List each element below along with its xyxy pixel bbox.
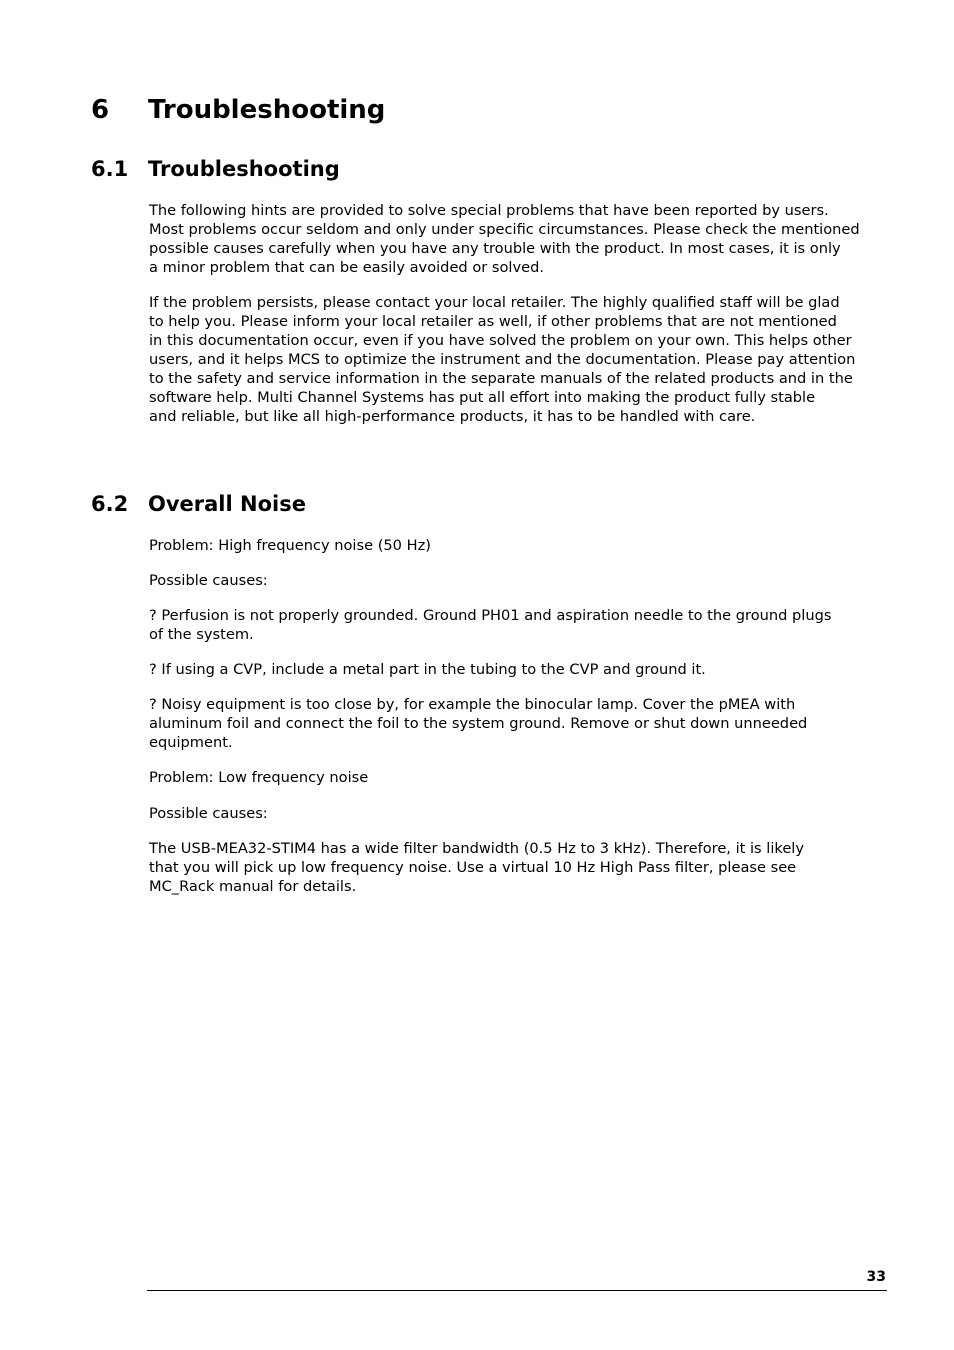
section-title: Troubleshooting xyxy=(148,157,340,181)
paragraph-line: MC_Rack manual for details. xyxy=(149,878,357,895)
paragraph-line: The USB-MEA32-STIM4 has a wide filter bandwidth (0.5 Hz to 3 kHz). Therefore, it is likely xyxy=(149,840,805,857)
paragraph xyxy=(149,293,855,426)
paragraph-line: software help. Multi Channel Systems has put all effort into making the product fully stable xyxy=(149,389,816,406)
paragraph-line: Possible causes: xyxy=(149,805,268,822)
paragraph xyxy=(149,839,804,896)
paragraph xyxy=(149,606,831,644)
paragraph-line: to help you. Please inform your local retailer as well, if other problems that are not mentioned xyxy=(149,313,837,330)
paragraph-line: ? If using a CVP, include a metal part in the tubing to the CVP and ground it. xyxy=(149,661,706,678)
paragraph-line: The following hints are provided to solve special problems that have been reported by users. xyxy=(149,202,829,219)
paragraph-line: ? Perfusion is not properly grounded. Ground PH01 and aspiration needle to the ground plugs xyxy=(149,607,832,624)
paragraph xyxy=(149,536,431,555)
paragraph xyxy=(149,201,860,277)
paragraph-line: that you will pick up low frequency noise. Use a virtual 10 Hz High Pass filter, please see xyxy=(149,859,797,876)
paragraph-line: and reliable, but like all high-performance products, it has to be handled with care. xyxy=(149,408,756,425)
paragraph-line: possible causes carefully when you have any trouble with the product. In most cases, it is only xyxy=(149,240,841,257)
page-number: 33 xyxy=(866,1269,886,1285)
footer-divider xyxy=(147,1290,887,1291)
chapter-number: 6 xyxy=(91,95,110,125)
paragraph-line: users, and it helps MCS to optimize the instrument and the documentation. Please pay attention xyxy=(149,351,856,368)
paragraph-line: ? Noisy equipment is too close by, for example the binocular lamp. Cover the pMEA with xyxy=(149,696,796,713)
paragraph-line: equipment. xyxy=(149,734,233,751)
section-number: 6.1 xyxy=(91,157,129,181)
chapter-title: Troubleshooting xyxy=(148,95,386,125)
paragraph-line: Problem: Low frequency noise xyxy=(149,769,369,786)
paragraph-line: Problem: High frequency noise (50 Hz) xyxy=(149,537,431,554)
paragraph-line: in this documentation occur, even if you have solved the problem on your own. This helps other xyxy=(149,332,852,349)
paragraph xyxy=(149,660,706,679)
section-heading-6-2 xyxy=(91,491,306,517)
paragraph-line: aluminum foil and connect the foil to the system ground. Remove or shut down unneeded xyxy=(149,715,808,732)
paragraph-line: Possible causes: xyxy=(149,572,268,589)
section-heading-6-1 xyxy=(91,156,340,182)
paragraph-line: Most problems occur seldom and only under specific circumstances. Please check the mentioned xyxy=(149,221,860,238)
paragraph xyxy=(149,695,807,752)
chapter-heading xyxy=(91,94,385,126)
paragraph xyxy=(149,768,368,787)
section-number: 6.2 xyxy=(91,492,129,516)
paragraph-line: to the safety and service information in the separate manuals of the related products and in the xyxy=(149,370,853,387)
section-title: Overall Noise xyxy=(148,492,306,516)
paragraph xyxy=(149,571,268,590)
paragraph-line: If the problem persists, please contact your local retailer. The highly qualified staff will be glad xyxy=(149,294,840,311)
paragraph xyxy=(149,804,268,823)
paragraph-line: a minor problem that can be easily avoided or solved. xyxy=(149,259,544,276)
paragraph-line: of the system. xyxy=(149,626,254,643)
